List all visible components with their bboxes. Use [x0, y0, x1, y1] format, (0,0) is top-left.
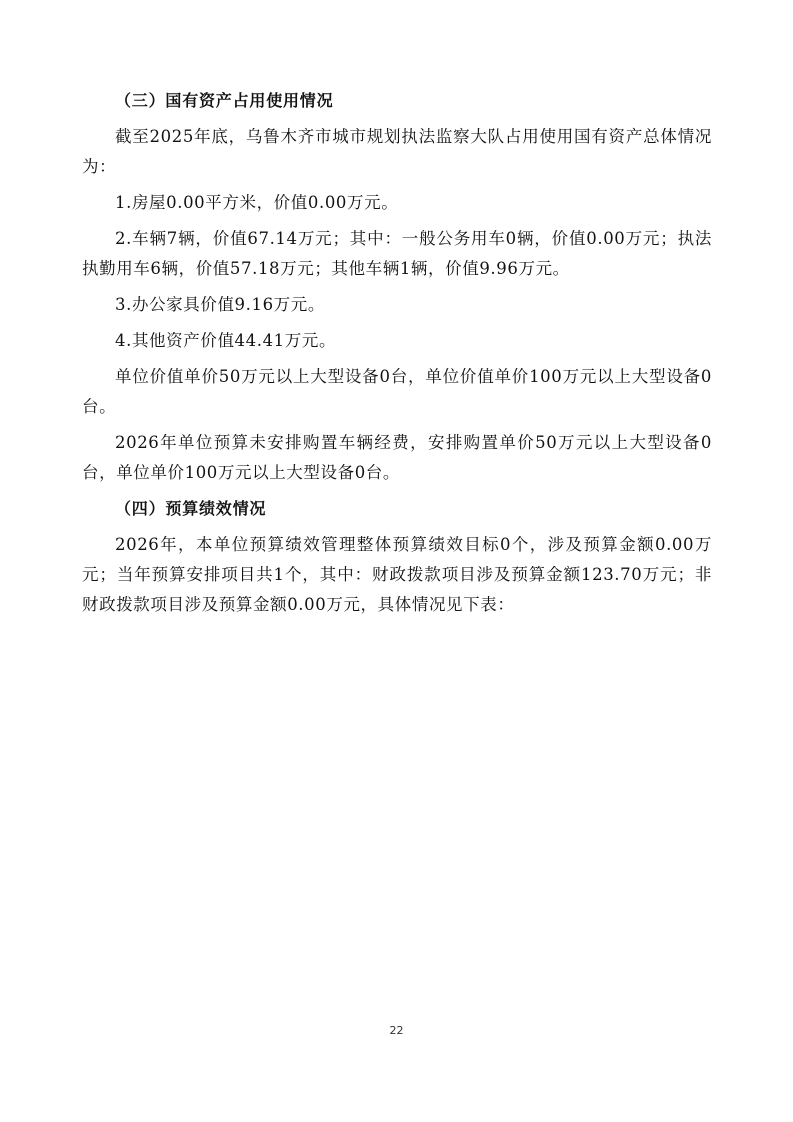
paragraph-furniture: 3.办公家具价值9.16万元。 — [115, 295, 325, 314]
paragraph-vehicles: 2.车辆7辆，价值67.14万元；其中：一般公务用车0辆，价值0.00万元；执法执勤用车6辆，价值57.18万元；其他车辆1辆，价值9.96万元。 — [82, 229, 712, 278]
page-content — [82, 86, 712, 626]
section-heading-performance: （四）预算绩效情况 — [115, 499, 267, 518]
section-heading-state-assets: （三）国有资产占用使用情况 — [115, 91, 334, 110]
paragraph-housing: 1.房屋0.00平方米，价值0.00万元。 — [115, 193, 399, 212]
paragraph-2026-purchase: 2026年单位预算未安排购置车辆经费，安排购置单价50万元以上大型设备0台，单位单价100万元以上大型设备0台。 — [82, 433, 712, 482]
paragraph-assets-overview: 截至2025年底，乌鲁木齐市城市规划执法监察大队占用使用国有资产总体情况为： — [82, 127, 712, 176]
paragraph-large-equipment: 单位价值单价50万元以上大型设备0台，单位价值单价100万元以上大型设备0台。 — [82, 367, 712, 416]
paragraph-other-assets: 4.其他资产价值44.41万元。 — [115, 331, 337, 350]
page-number: 22 — [389, 1024, 404, 1037]
paragraph-performance: 2026年，本单位预算绩效管理整体预算绩效目标0个，涉及预算金额0.00万元；当年预算安排项目共1个，其中：财政拨款项目涉及预算金额123.70万元；非财政拨款项目涉及预算金额0.00万元，具体情况见下表： — [82, 535, 712, 614]
